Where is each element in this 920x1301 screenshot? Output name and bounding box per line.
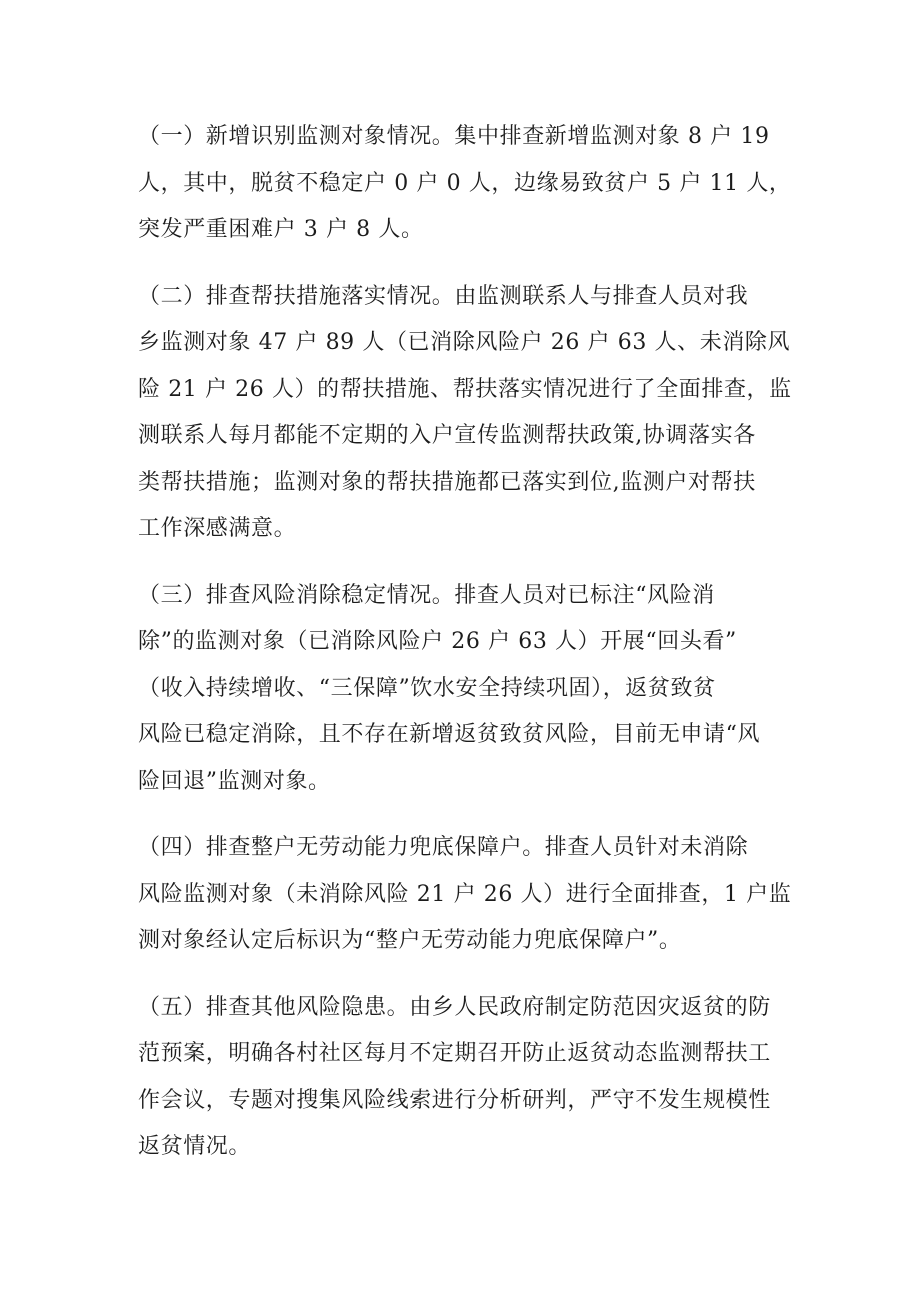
paragraph-line: （五）排查其他风险隐患。由乡人民政府制定防范因灾返贫的防	[138, 994, 771, 1020]
paragraph-line: 类帮扶措施；监测对象的帮扶措施都已落实到位,监测户对帮扶	[138, 469, 756, 495]
paragraph-risk-elimination	[138, 573, 798, 806]
paragraph-line: 险回退”监测对象。	[138, 768, 331, 794]
paragraph-line: 范预案，明确各村社区每月不定期召开防止返贫动态监测帮扶工	[138, 1041, 771, 1066]
paragraph-assistance-measures	[138, 274, 798, 553]
paragraph-line: 风险已稳定消除，且不存在新增返贫致贫风险，目前无申请“风	[138, 722, 761, 747]
paragraph-line: 人，其中，脱贫不稳定户 0 户 0 人，边缘易致贫户 5 户 11 人，	[138, 170, 792, 196]
paragraph-line: 工作深感满意。	[138, 516, 297, 541]
paragraph-line: 作会议，专题对搜集风险线索进行分析研判，严守不发生规模性	[138, 1087, 771, 1113]
paragraph-line: 突发严重困难户 3 户 8 人。	[138, 217, 424, 242]
document-body	[138, 114, 798, 1191]
paragraph-line: （二）排查帮扶措施落实情况。由监测联系人与排查人员对我	[138, 283, 749, 309]
paragraph-line: 风险监测对象（未消除风险 21 户 26 人）进行全面排查，1 户监	[138, 881, 792, 907]
paragraph-no-labor-households	[138, 825, 798, 965]
paragraph-line: （四）排查整户无劳动能力兜底保障户。排查人员针对未消除	[138, 835, 749, 860]
paragraph-line: 乡监测对象 47 户 89 人（已消除风险户 26 户 63 人、未消除风	[138, 330, 791, 355]
paragraph-line: 返贫情况。	[138, 1134, 252, 1159]
paragraph-line: 测联系人每月都能不定期的入户宣传监测帮扶政策,协调落实各	[138, 423, 756, 448]
paragraph-line: 除”的监测对象（已消除风险户 26 户 63 人）开展“回头看”	[138, 629, 737, 654]
paragraph-other-risks	[138, 985, 798, 1171]
paragraph-line: （三）排查风险消除稳定情况。排查人员对已标注“风险消	[138, 582, 715, 608]
paragraph-line: 测对象经认定后标识为“整户无劳动能力兜底保障户”。	[138, 928, 682, 953]
paragraph-line: （一）新增识别监测对象情况。集中排查新增监测对象 8 户 19	[138, 124, 770, 149]
paragraph-line: 险 21 户 26 人）的帮扶措施、帮扶落实情况进行了全面排查，监	[138, 376, 792, 402]
paragraph-line: （收入持续增收、“三保障”饮水安全持续巩固），返贫致贫	[138, 675, 716, 701]
paragraph-new-monitoring-targets	[138, 114, 798, 254]
